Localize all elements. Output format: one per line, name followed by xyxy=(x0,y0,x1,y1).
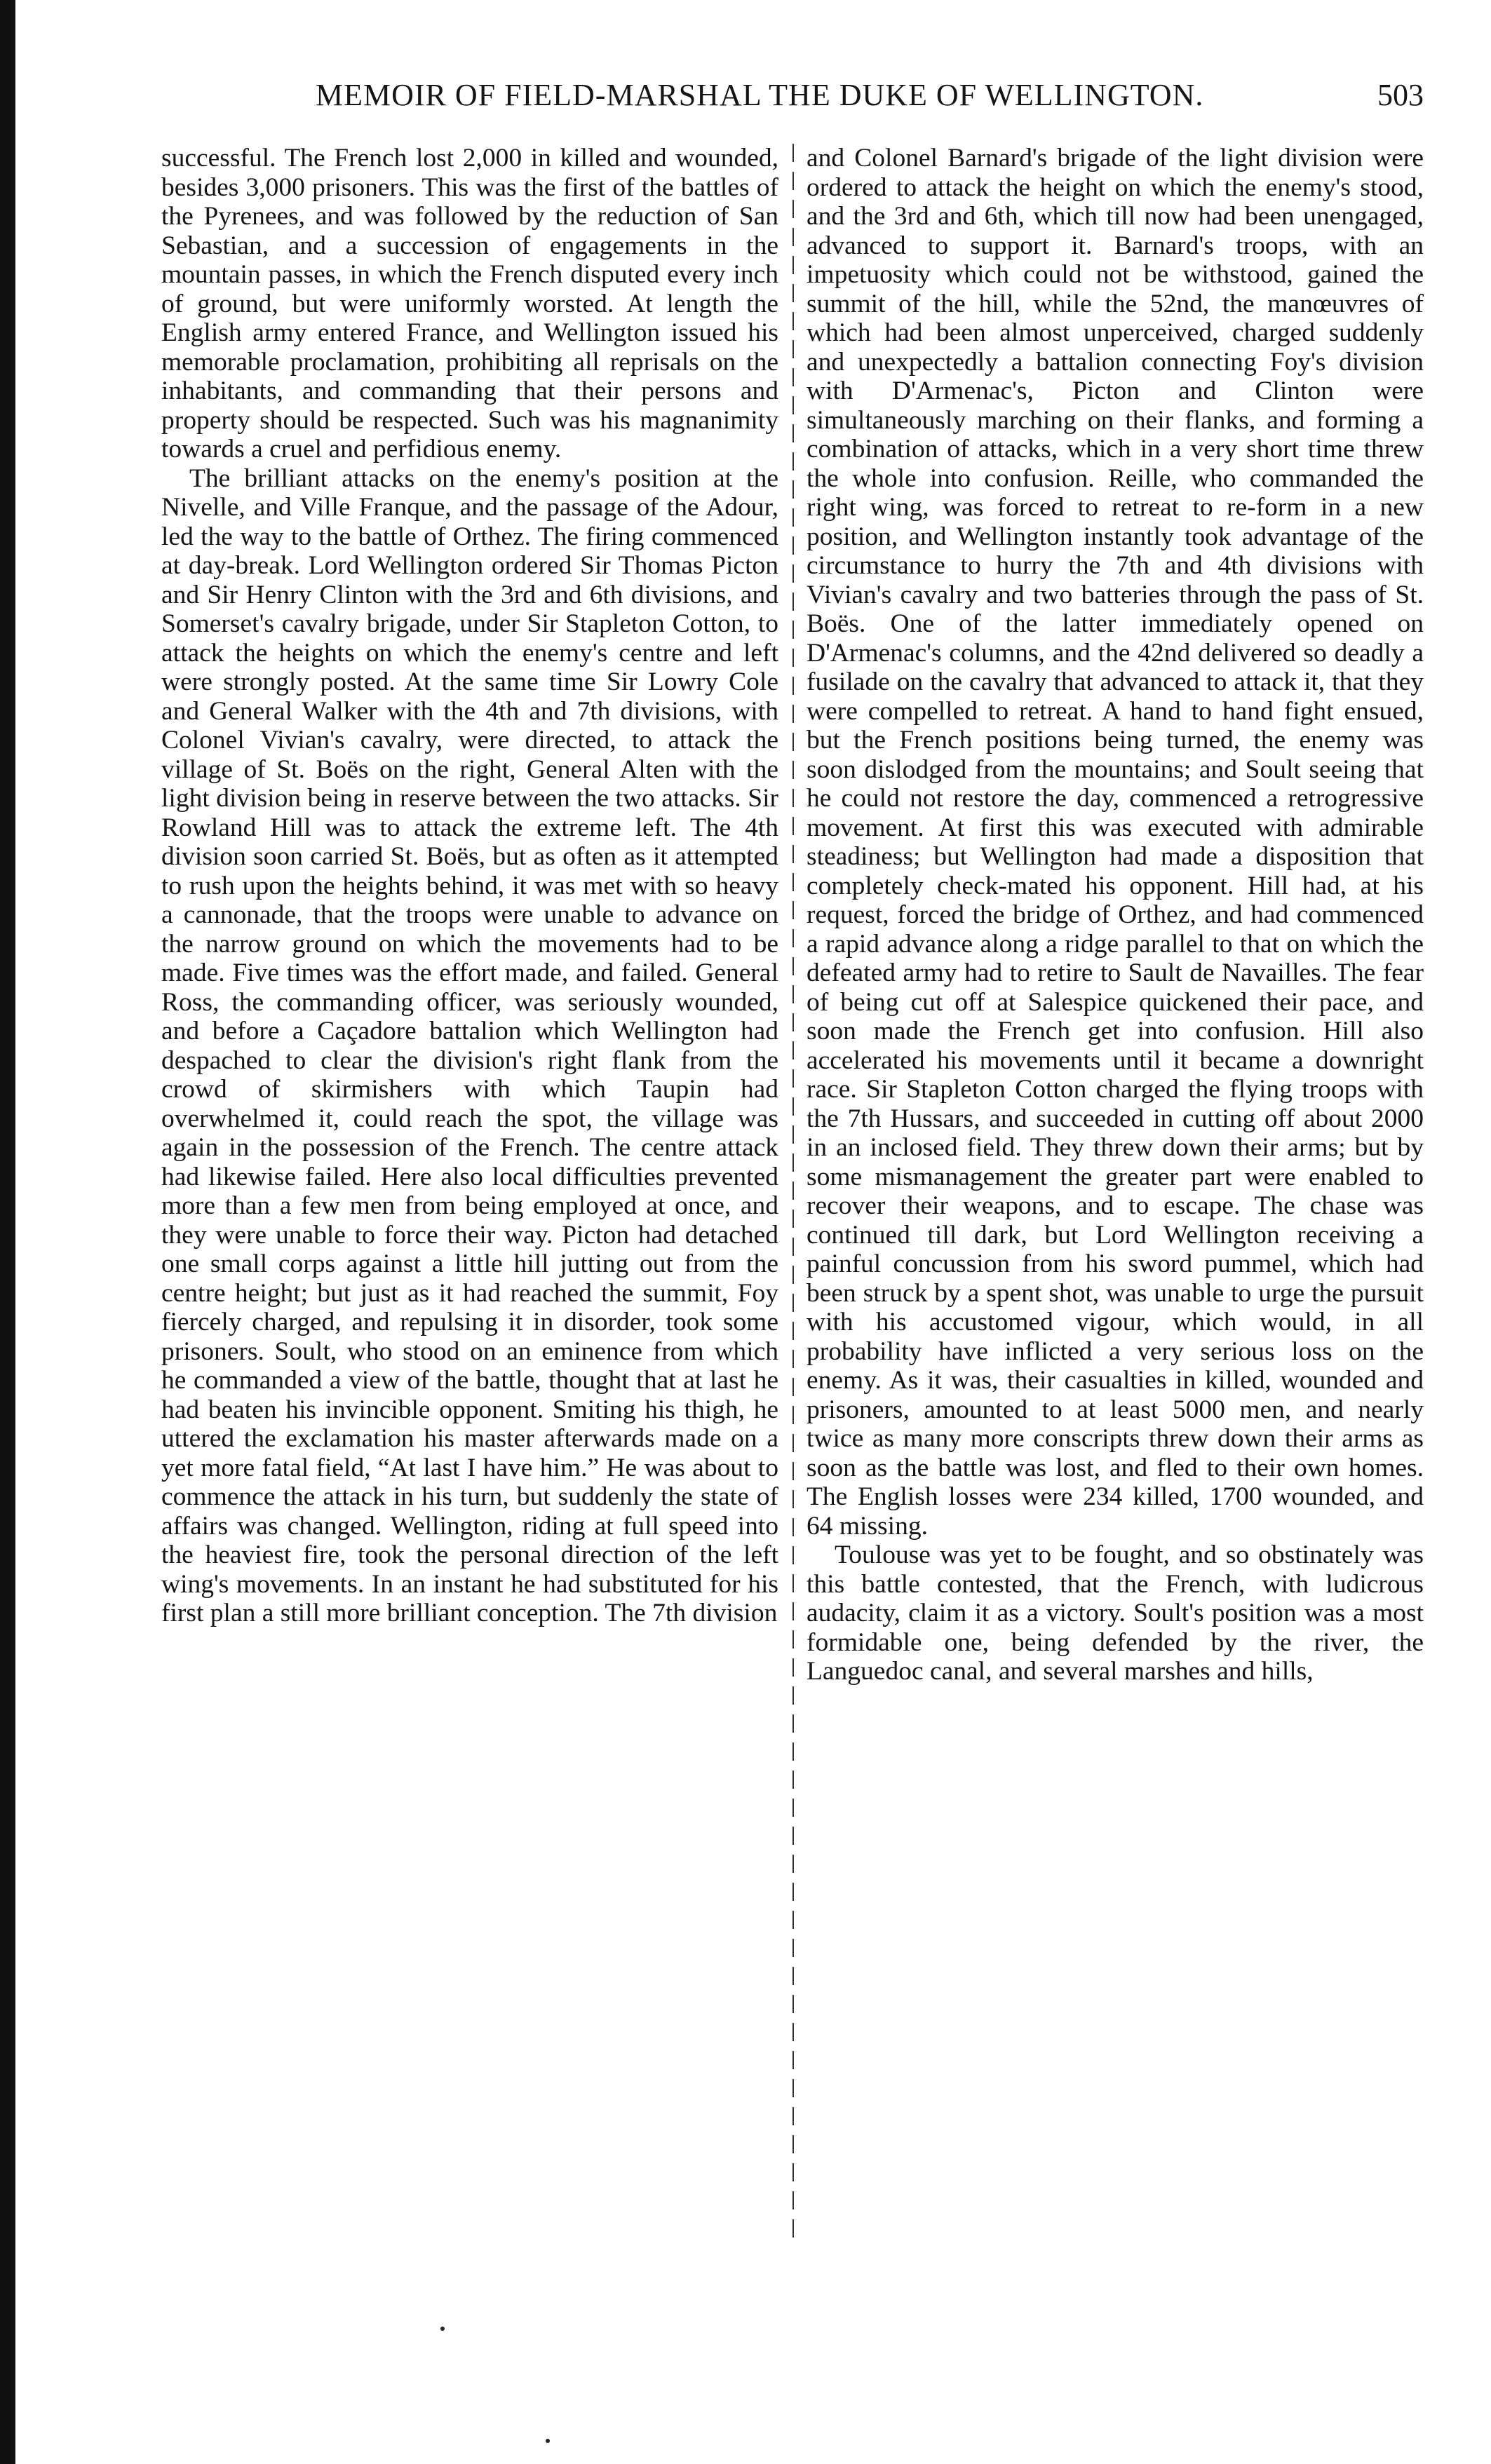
right-column xyxy=(807,144,1424,1686)
left-column xyxy=(161,144,778,1628)
page-header xyxy=(161,77,1424,119)
page-binding-edge xyxy=(0,0,15,2464)
print-speck xyxy=(546,2439,550,2443)
text-columns xyxy=(161,144,1424,2247)
running-head: MEMOIR OF FIELD-MARSHAL THE DUKE OF WELLINGTON. xyxy=(316,78,1204,112)
paragraph: The brilliant attacks on the enemy's position at the Nivelle, and Ville Franque, and the passage of the Adour, led the way to the battle of Orthez. The firing commenced at day-break. Lord Wellington ordered Sir Thomas Picton and Sir Henry Clinton with the 3rd and 6th divisions, and Somerset's cavalry brigade, under Sir Stapleton Cotton, to attack the heights on which the enemy's centre and left were strongly posted. At the same time Sir Lowry Cole and General Walker with the 4th and 7th divisions, with Colonel Vivian's cavalry, were directed, to attack the village of St. Boës on the right, General Alten with the light division being in reserve between the two attacks. Sir Rowland Hill was to attack the extreme left. The 4th division soon carried St. Boës, but as often as it attempted to rush upon the heights behind, it was met with so heavy a cannonade, that the troops were unable to advance on the narrow ground on which the movements had to be made. Five times was the effort made, and failed. General Ross, the commanding officer, was seriously wounded, and before a Caçadore battalion which Wellington had despached to clear the division's right flank from the crowd of skirmishers with which Taupin had overwhelmed it, could reach the spot, the village was again in the possession of the French. The centre attack had likewise failed. Here also local difficulties prevented more than a few men from being employed at once, and they were unable to force their way. Picton had detached one small corps against a little hill jutting out from the centre height; but just as it had reached the summit, Foy fiercely charged, and repulsing it in disorder, took some prisoners. Soult, who stood on an eminence from which he commanded a view of the battle, thought that at last he had beaten his invincible opponent. Smiting his thigh, he uttered the exclamation his master afterwards made on a yet more fatal field, “At last I have him.” He was about to commence the attack in his turn, but suddenly the state of affairs was changed. Wellington, riding at full speed into the heaviest fire, took the personal direction of the left wing's movements. In an instant he had substituted for his first plan a still more brilliant conception. The 7th division xyxy=(161,463,778,1627)
paragraph: and Colonel Barnard's brigade of the light division were ordered to attack the height on which the enemy's stood, and the 3rd and 6th, which till now had been unengaged, advanced to support it. Barnard's troops, with an impetuosity which could not be withstood, gained the summit of the hill, while the 52nd, the manœuvres of which had been almost unperceived, charged suddenly and unexpectedly a battalion connecting Foy's division with D'Armenac's, Picton and Clinton were simultaneously marching on their flanks, and forming a combination of attacks, which in a very short time threw the whole into confusion. Reille, who commanded the right wing, was forced to retreat to re-form in a new position, and Wellington instantly took advantage of the circumstance to hurry the 7th and 4th divisions with Vivian's cavalry and two batteries through the pass of St. Boës. One of the latter immediately opened on D'Armenac's columns, and the 42nd delivered so deadly a fusilade on the cavalry that advanced to attack it, that they were compelled to retreat. A hand to hand fight ensued, but the French positions being turned, the enemy was soon dislodged from the mountains; and Soult seeing that he could not restore the day, commenced a retrogressive movement. At first this was executed with admirable steadiness; but Wellington had made a disposition that completely check-mated his opponent. Hill had, at his request, forced the bridge of Orthez, and had commenced a rapid advance along a ridge parallel to that on which the defeated army had to retire to Sault de Navailles. The fear of being cut off at Salespice quickened their pace, and soon made the French get into confusion. Hill also accelerated his movements until it became a downright race. Sir Stapleton Cotton charged the flying troops with the 7th Hussars, and succeeded in cutting off about 2000 in an inclosed field. They threw down their arms; but by some mismanagement the greater part were enabled to recover their weapons, and to escape. The chase was continued till dark, but Lord Wellington receiving a painful concussion from his sword pummel, which had been struck by a spent shot, was unable to urge the pursuit with his accustomed vigour, which would, in all probability have inflicted a very serious loss on the enemy. As it was, their casualties in killed, wounded and prisoners, amounted to at least 5000 men, and nearly twice as many more conscripts threw down their arms as soon as the battle was lost, and fled to their own homes. The English losses were 234 killed, 1700 wounded, and 64 missing. xyxy=(807,144,1424,1541)
paragraph: successful. The French lost 2,000 in killed and wounded, besides 3,000 prisoners. This was the first of the battles of the Pyrenees, and was followed by the reduction of San Sebastian, and a succession of engagements in the mountain passes, in which the French disputed every inch of ground, but were uniformly worsted. At length the English army entered France, and Wellington issued his memorable proclamation, prohibiting all reprisals on the inhabitants, and commanding that their persons and property should be respected. Such was his magnanimity towards a cruel and perfidious enemy. xyxy=(161,144,778,463)
page-number: 503 xyxy=(1377,78,1424,112)
column-divider xyxy=(792,144,794,2247)
print-speck xyxy=(440,2327,445,2331)
paragraph: Toulouse was yet to be fought, and so obstinately was this battle contested, that the French, with ludicrous audacity, claim it as a victory. Soult's position was a most formidable one, being defended by the river, the Languedoc canal, and several marshes and hills, xyxy=(807,1541,1424,1686)
